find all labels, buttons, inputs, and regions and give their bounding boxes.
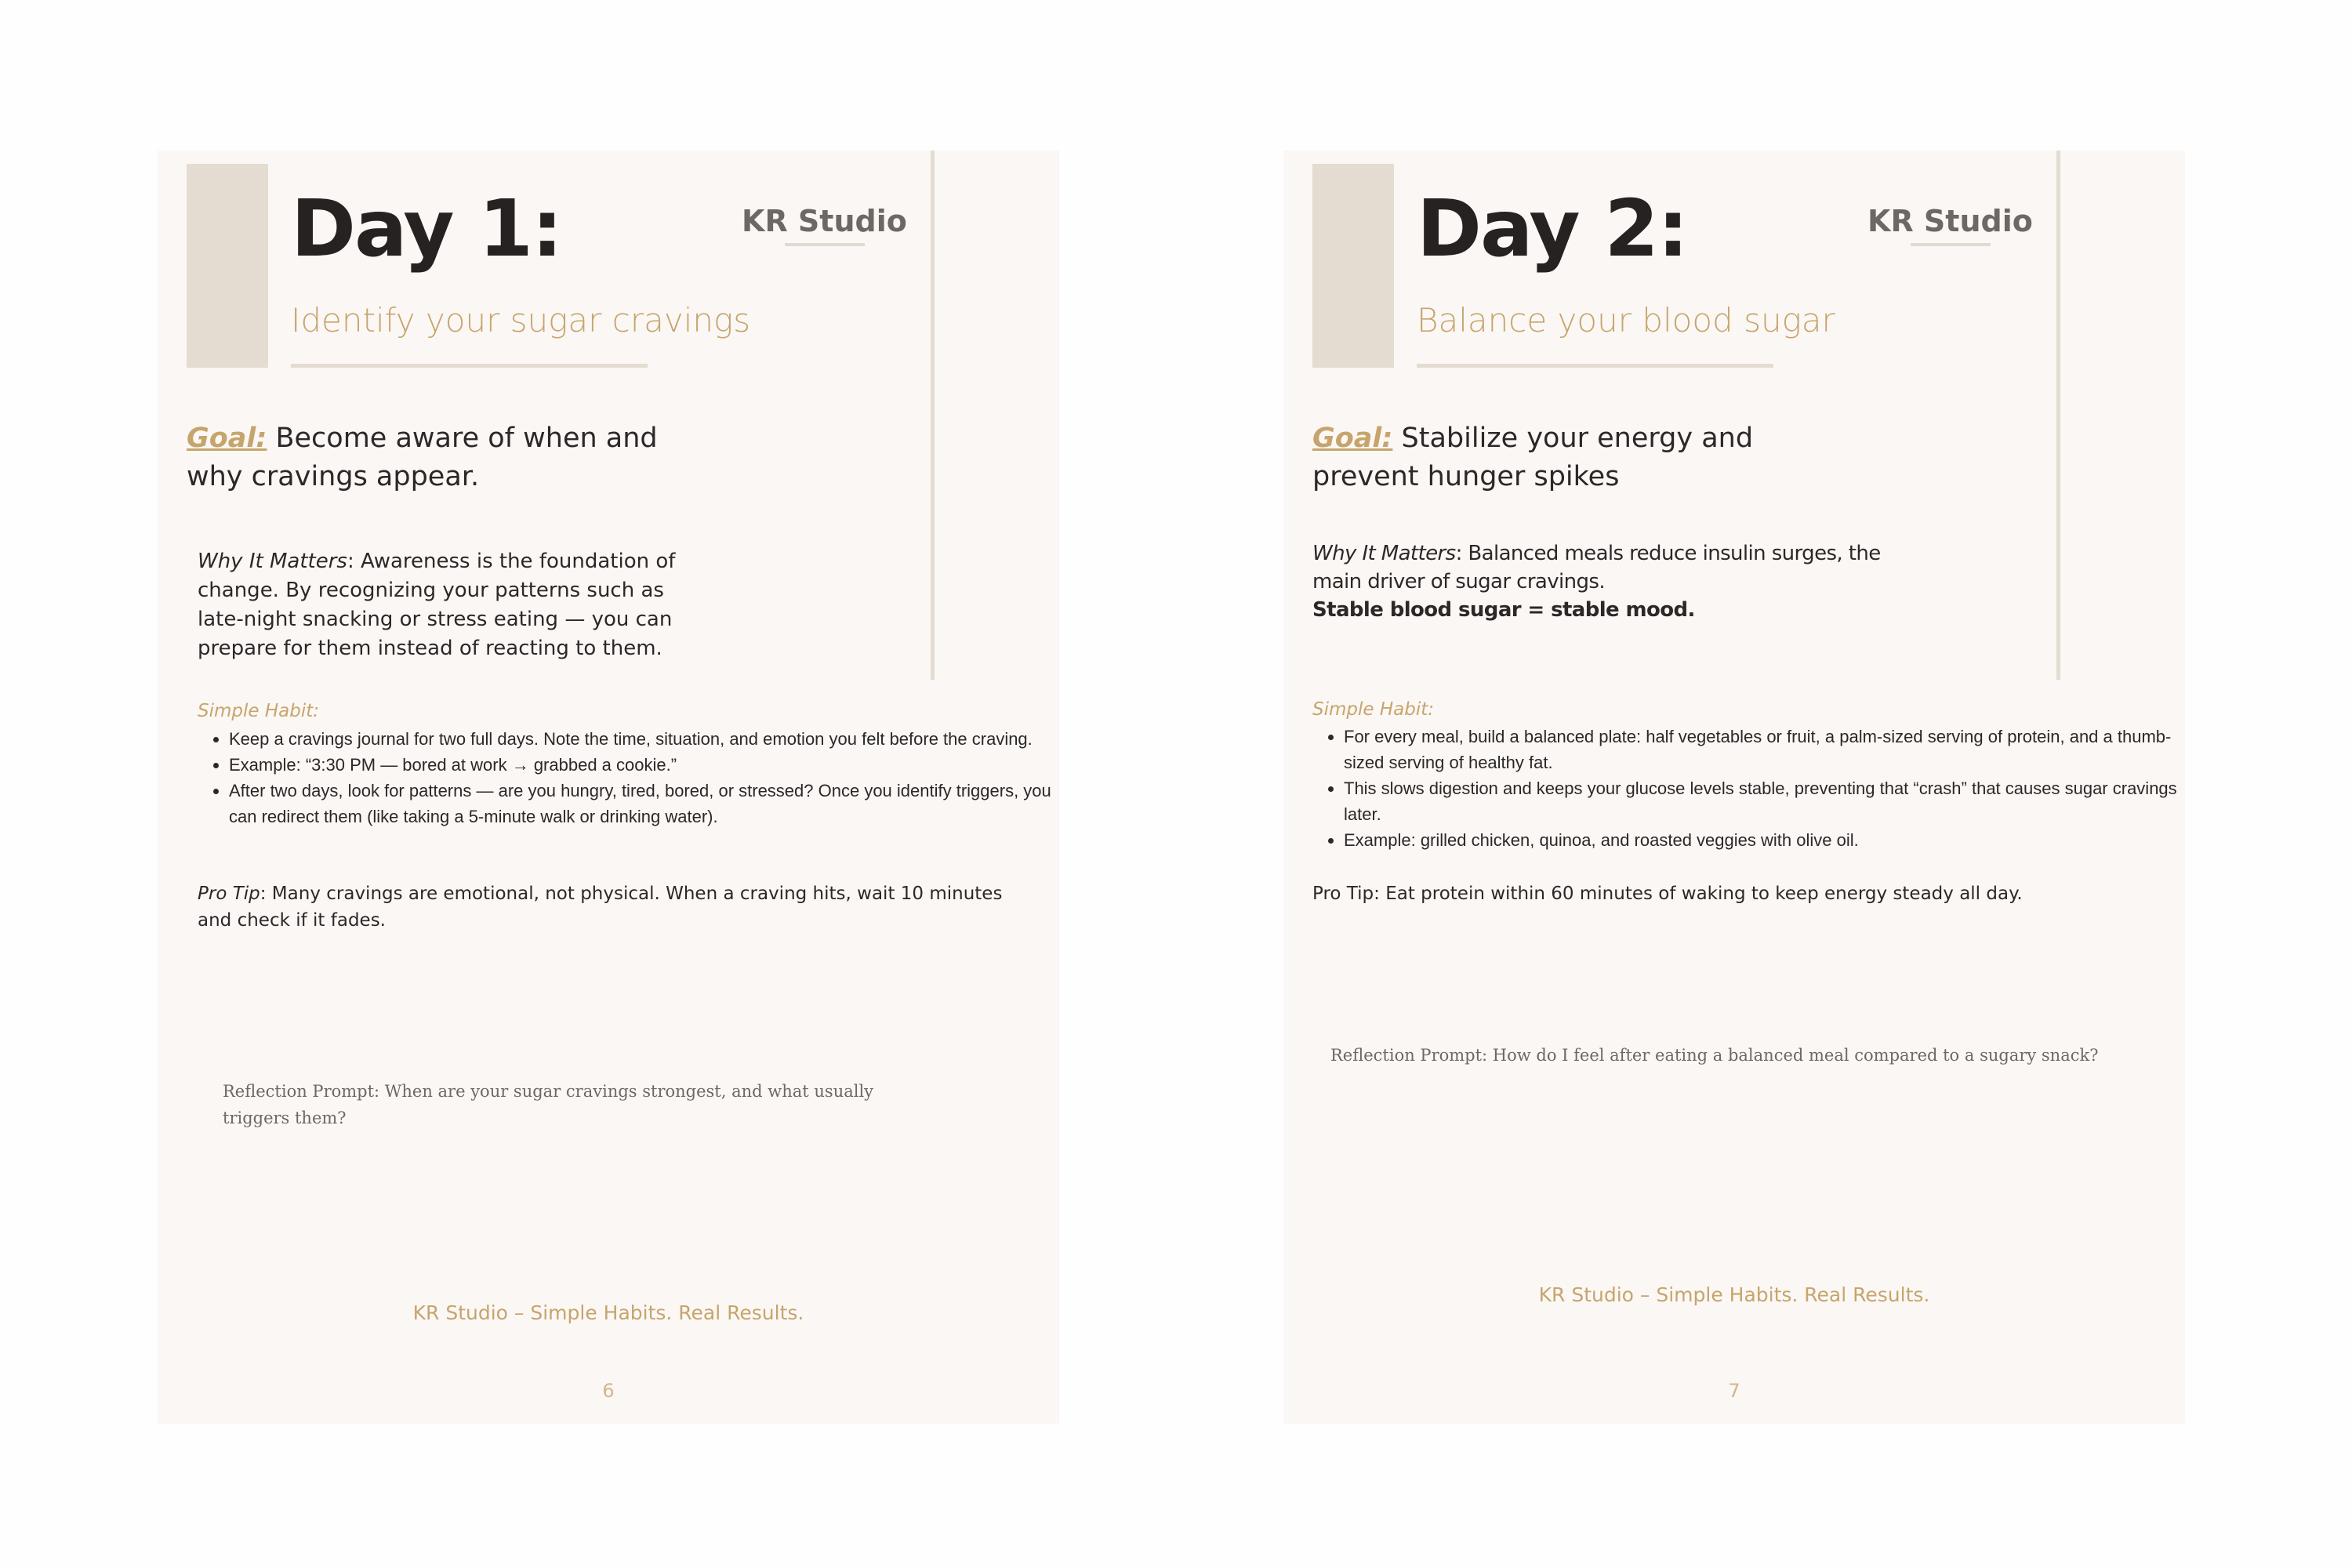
page-footer: KR Studio – Simple Habits. Real Results. (412, 1301, 804, 1324)
brand-underline (1911, 243, 1991, 246)
habit-list (1312, 724, 2194, 853)
accent-block (1312, 164, 1394, 368)
why-label: Why It Matters (1312, 542, 1456, 565)
list-item: • For every meal, build a balanced plate: half vegetables or fruit, a palm-sized serving of protein, and a thumb- sized serving of healthy fat. (1344, 724, 2194, 775)
goal-label: Goal: (1312, 423, 1393, 454)
page-number: 7 (1728, 1380, 1740, 1402)
page-footer: KR Studio – Simple Habits. Real Results. (1538, 1283, 1930, 1306)
goal-label: Goal: (187, 423, 267, 454)
pro-tip-label: Pro Tip (1312, 884, 1374, 904)
list-item: • Keep a cravings journal for two full days. Note the time, situation, and emotion you felt before the craving. (229, 726, 1060, 752)
goal-statement (1312, 419, 1814, 496)
simple-habit-label: Simple Habit: (1312, 699, 1434, 720)
list-item: • After two days, look for patterns — are you hungry, tired, bored, or stressed? Once you identify triggers, you can redirect them (like taking a 5-minute walk or drinking water). (229, 778, 1060, 829)
why-it-matters (198, 547, 691, 663)
why-it-matters (1312, 539, 1893, 624)
why-label: Why It Matters (198, 550, 347, 573)
list-item: • This slows digestion and keeps your glucose levels stable, preventing that “crash” that causes sugar cravings later. (1344, 775, 2194, 827)
why-emphasis: Stable blood sugar = stable mood. (1312, 598, 1695, 622)
accent-block (187, 164, 268, 368)
pro-tip (1312, 880, 2159, 907)
day-subtitle: Identify your sugar cravings (291, 301, 751, 339)
habit-list (198, 726, 1060, 829)
why-text: : Awareness is the foundation of change. By recognizing your patterns such as late-night snacking or stress eating — you can prepare for them instead of reacting to them. (198, 550, 676, 660)
pro-tip (198, 880, 1036, 934)
day-title: Day 2: (1417, 183, 1687, 274)
subtitle-underline (1417, 364, 1773, 368)
day-subtitle: Balance your blood sugar (1417, 301, 1835, 339)
pro-tip-text: : Eat protein within 60 minutes of waking to keep energy steady all day. (1374, 884, 2023, 904)
list-item: • Example: “3:30 PM — bored at work → grabbed a cookie.” (229, 752, 1060, 778)
page-number: 6 (602, 1380, 615, 1402)
goal-statement (187, 419, 673, 496)
goal-text: Become aware of when and why cravings appear. (187, 423, 658, 492)
page-day-1 (158, 151, 1059, 1424)
pro-tip-label: Pro Tip (198, 884, 260, 904)
why-text: : Balanced meals reduce insulin surges, the main driver of sugar cravings. (1312, 542, 1881, 593)
list-item: • Example: grilled chicken, quinoa, and roasted veggies with olive oil. (1344, 827, 2194, 853)
vertical-divider (931, 151, 935, 680)
subtitle-underline (291, 364, 648, 368)
pro-tip-text: : Many cravings are emotional, not physical. When a craving hits, wait 10 minutes and check if it fades. (198, 884, 1003, 931)
brand-underline (785, 243, 865, 246)
vertical-divider (2056, 151, 2060, 680)
brand-label: KR Studio (1867, 204, 2033, 238)
goal-text: Stabilize your energy and prevent hunger spikes (1312, 423, 1754, 492)
brand-label: KR Studio (742, 204, 907, 238)
simple-habit-label: Simple Habit: (198, 701, 319, 721)
reflection-prompt: Reflection Prompt: When are your sugar cravings strongest, and what usually triggers them? (223, 1082, 874, 1127)
reflection-prompt: Reflection Prompt: How do I feel after eating a balanced meal compared to a sugary snack? (1330, 1046, 2099, 1065)
page-day-2 (1283, 151, 2185, 1424)
day-title: Day 1: (291, 183, 561, 274)
